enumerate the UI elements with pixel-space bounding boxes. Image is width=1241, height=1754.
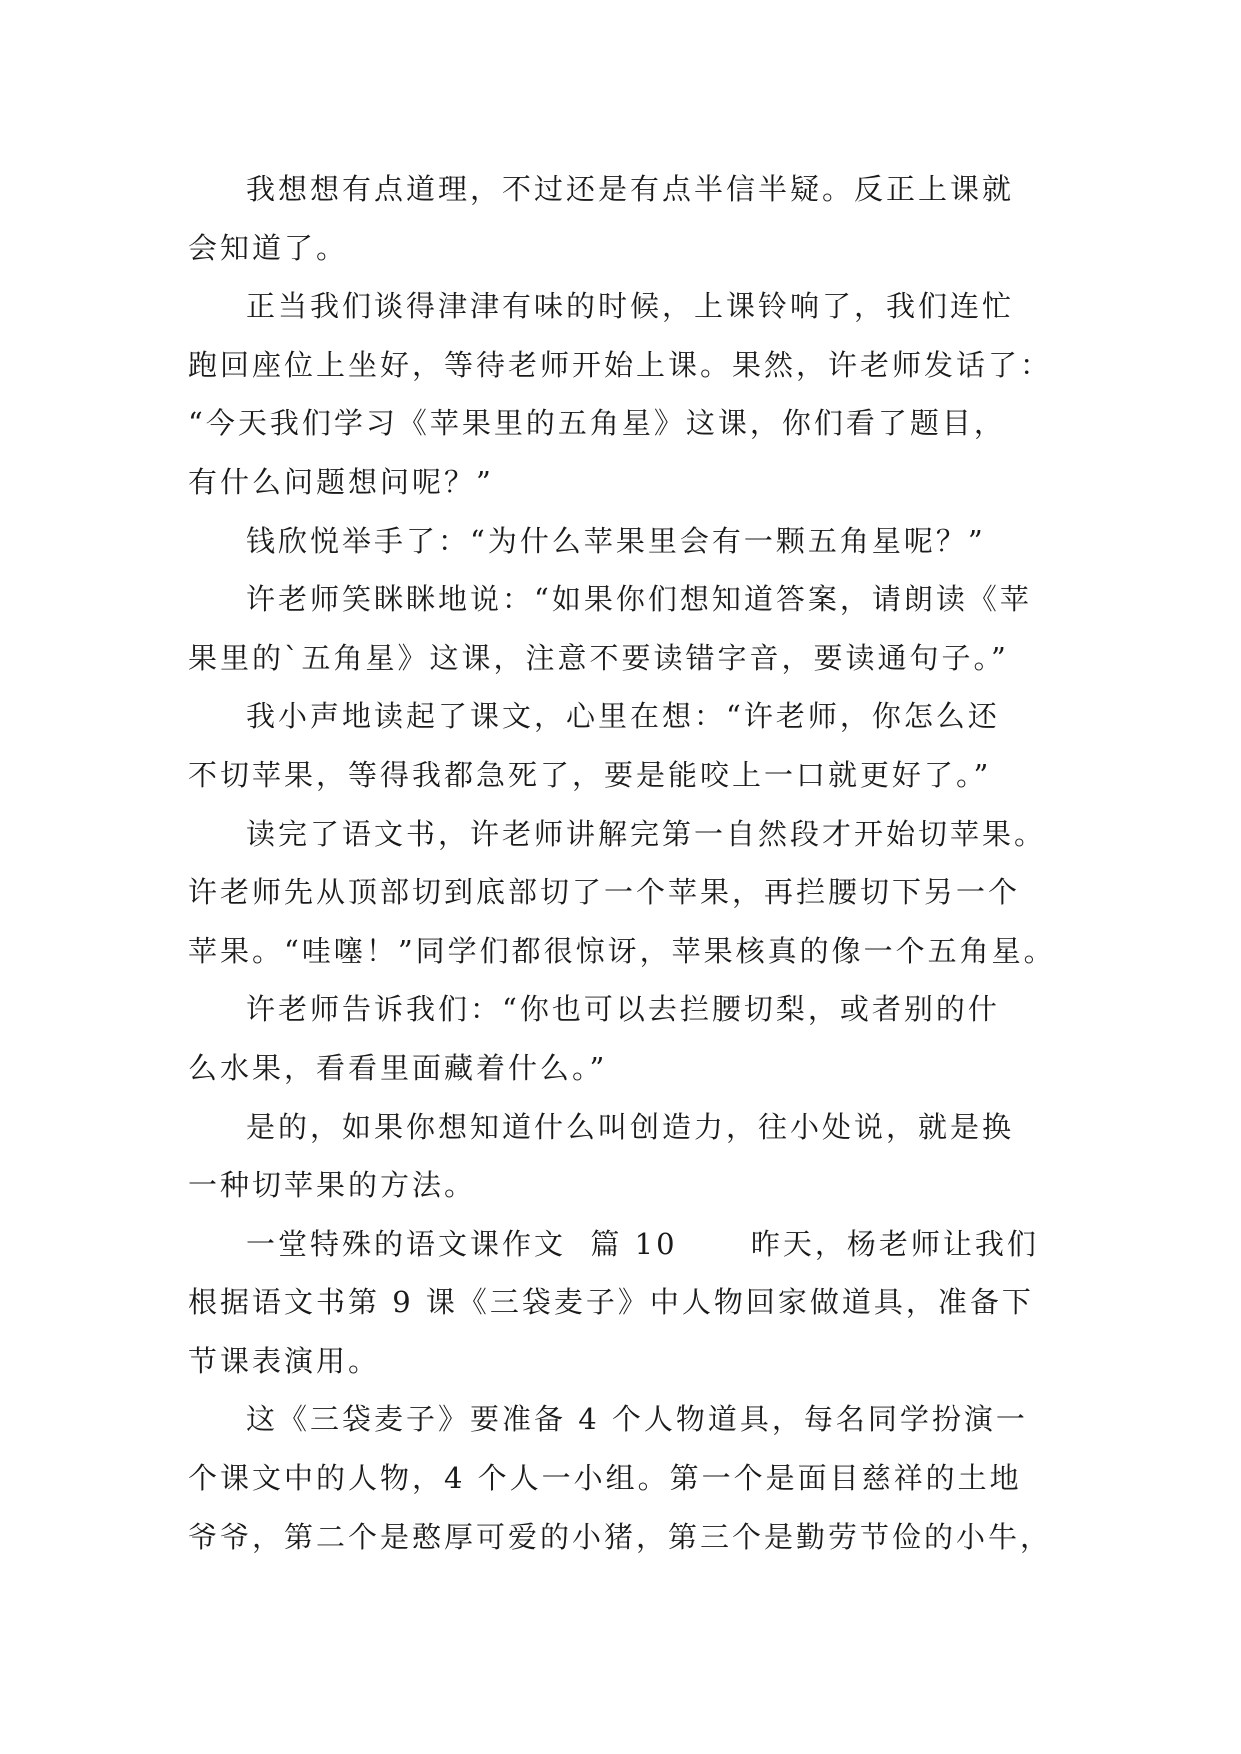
text-line: 苹果。“哇噻！”同学们都很惊讶，苹果核真的像一个五角星。 (188, 933, 1056, 968)
paragraph-4 (188, 570, 1058, 687)
paragraph-2 (188, 277, 1058, 511)
text-line: 节课表演用。 (188, 1343, 381, 1378)
text-line: 根据语文书第 9 课《三袋麦子》中人物回家做道具，准备下 (188, 1285, 1034, 1320)
text-line: 会知道了。 (188, 230, 349, 265)
text-line: 有什么问题想问呢？” (188, 464, 494, 499)
paragraph-9 (188, 1215, 1058, 1391)
paragraph-5 (188, 687, 1058, 804)
text-line: 钱欣悦举手了：“为什么苹果里会有一颗五角星呢？” (246, 523, 986, 558)
text-line: 许老师先从顶部切到底部切了一个苹果，再拦腰切下另一个 (188, 875, 1021, 910)
text-line: 爷爷，第二个是憨厚可爱的小猪，第三个是勤劳节俭的小牛， (188, 1519, 1053, 1554)
text-line: 是的，如果你想知道什么叫创造力，往小处说，就是换 (246, 1109, 1015, 1144)
text-line: 这《三袋麦子》要准备 4 个人物道具，每名同学扮演一 (246, 1402, 1028, 1437)
text-line: 一堂特殊的语文课作文 篇 10 昨天，杨老师让我们 (246, 1226, 1039, 1261)
text-line: 正当我们谈得津津有味的时候，上课铃响了，我们连忙 (246, 289, 1015, 324)
text-line: 果里的`五角星》这课，注意不要读错字音，要读通句子。” (188, 640, 1009, 675)
text-line: 读完了语文书，许老师讲解完第一自然段才开始切苹果。 (246, 816, 1047, 851)
paragraph-8 (188, 1098, 1058, 1215)
text-line: 个课文中的人物，4 个人一小组。第一个是面目慈祥的土地 (188, 1461, 1022, 1496)
paragraph-3 (188, 512, 1058, 571)
text-line: 我小声地读起了课文，心里在想：“许老师，你怎么还 (246, 699, 1000, 734)
paragraph-7 (188, 980, 1058, 1097)
paragraph-1 (188, 160, 1058, 277)
text-line: 不切苹果，等得我都急死了，要是能咬上一口就更好了。” (188, 757, 992, 792)
text-line: 许老师告诉我们：“你也可以去拦腰切梨，或者别的什 (246, 992, 1000, 1027)
text-line: 么水果，看看里面藏着什么。” (188, 1050, 608, 1085)
body-text (188, 160, 1058, 1566)
text-line: “今天我们学习《苹果里的五角星》这课，你们看了题目， (188, 406, 1006, 441)
text-line: 跑回座位上坐好，等待老师开始上课。果然，许老师发话了： (188, 347, 1053, 382)
text-line: 一种切苹果的方法。 (188, 1168, 477, 1203)
paragraph-10 (188, 1390, 1058, 1566)
text-line: 我想想有点道理，不过还是有点半信半疑。反正上课就 (246, 172, 1015, 206)
text-line: 许老师笑眯眯地说：“如果你们想知道答案，请朗读《苹 (246, 582, 1032, 617)
paragraph-6 (188, 805, 1058, 981)
